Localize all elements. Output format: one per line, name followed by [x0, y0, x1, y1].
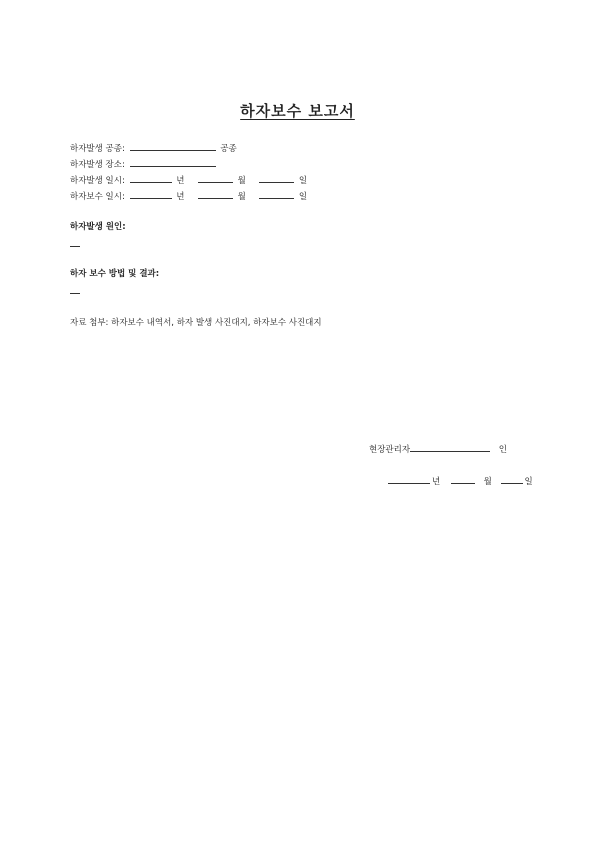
occur-work-label: 하자발생 공종: — [70, 144, 125, 154]
repair-year-text: 년 — [176, 192, 185, 202]
repair-month-text: 월 — [237, 192, 246, 202]
occur-year-blank — [130, 174, 172, 183]
method-blank — [70, 293, 80, 294]
page-title: 하자보수 보고서 — [240, 102, 355, 120]
manager-label: 현장관리자 — [369, 445, 411, 455]
sign-month-blank — [451, 475, 475, 484]
manager-signature-line — [369, 443, 507, 456]
attachments-line: 자료 첨부: 하자보수 내역서, 하자 발생 사진대지, 하자보수 사진대지 — [70, 318, 322, 328]
sign-day-blank — [501, 475, 523, 484]
occur-work-line — [70, 142, 237, 155]
cause-heading: 하자발생 원인: — [70, 222, 126, 232]
repair-month-blank — [198, 190, 233, 199]
occur-day-blank — [259, 174, 294, 183]
sign-year-text: 년 — [432, 477, 441, 487]
occur-place-line — [70, 158, 218, 171]
manager-name-blank — [410, 443, 490, 452]
occur-year-text: 년 — [176, 176, 185, 186]
occur-work-suffix: 공종 — [220, 144, 237, 154]
occur-day-text: 일 — [298, 176, 308, 186]
occur-month-blank — [198, 174, 233, 183]
seal-text: 인 — [498, 445, 507, 455]
repair-day-text: 일 — [298, 192, 308, 202]
repair-date-label: 하자보수 일시: — [70, 192, 125, 202]
method-heading: 하자 보수 방법 및 결과: — [70, 269, 160, 279]
repair-year-blank — [130, 190, 172, 199]
cause-blank — [70, 246, 80, 247]
repair-date-line — [70, 190, 307, 203]
occur-work-blank — [130, 142, 216, 151]
sign-day-text: 일 — [524, 477, 533, 487]
sign-month-text: 월 — [483, 477, 492, 487]
sign-year-blank — [388, 475, 430, 484]
repair-day-blank — [259, 190, 294, 199]
occur-date-line — [70, 174, 307, 187]
occur-place-blank — [130, 158, 216, 167]
sign-date-line — [388, 475, 533, 488]
occur-place-label: 하자발생 장소: — [70, 160, 125, 170]
occur-month-text: 월 — [237, 176, 246, 186]
occur-date-label: 하자발생 일시: — [70, 176, 125, 186]
